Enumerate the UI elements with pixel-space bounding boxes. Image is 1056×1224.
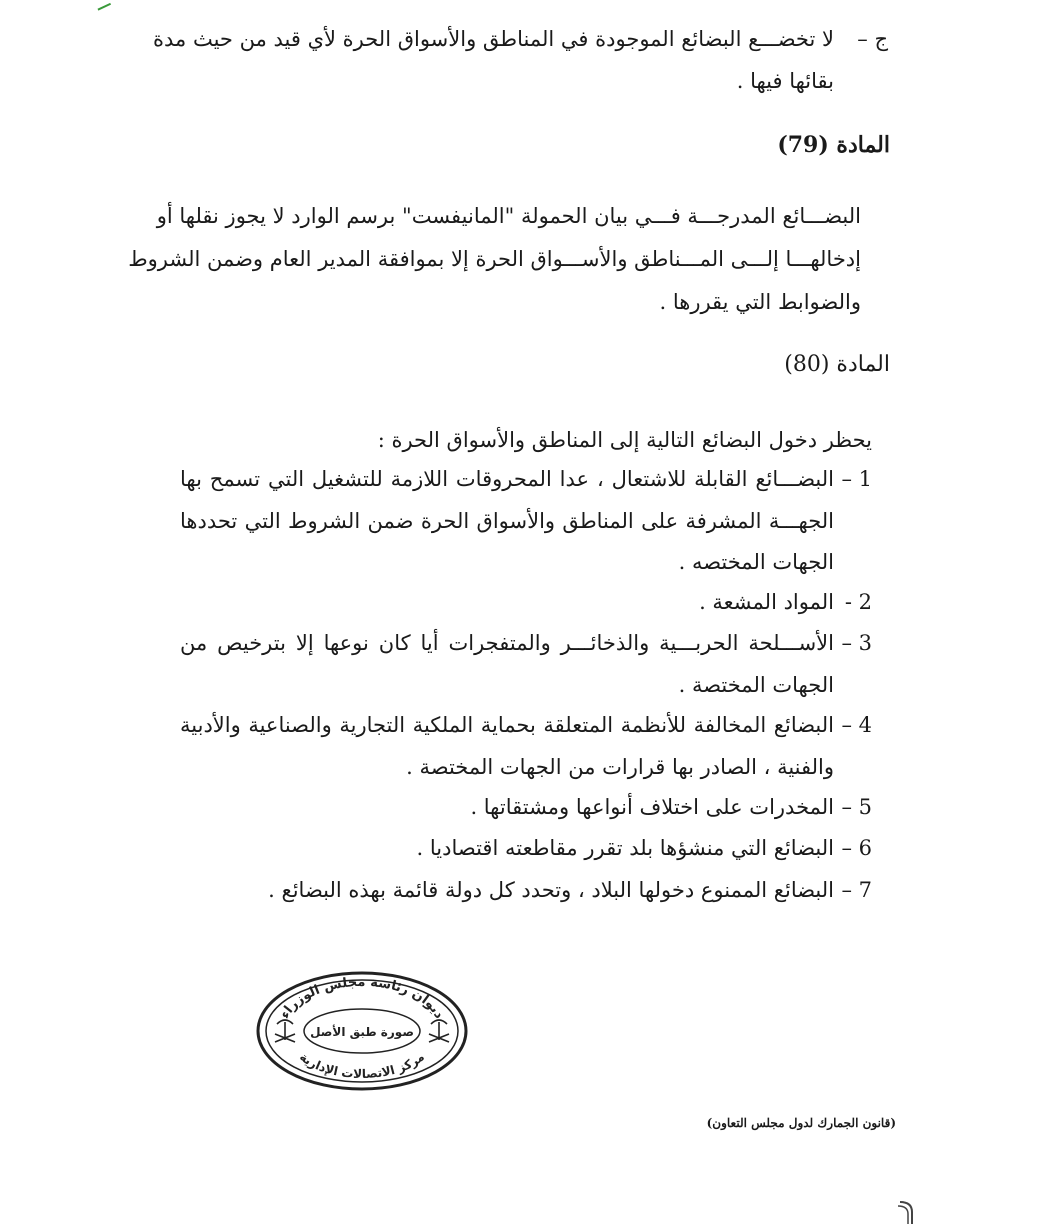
list-item-3-line1: الأســـلحة الحربـــية والذخائـــر والمتفجرات أيا كان نوعها إلا بترخيص من [180, 631, 834, 655]
left-emblem-icon [275, 1020, 295, 1042]
list-item-4-line1: البضائع المخالفة للأنظمة المتعلقة بحماية الملكية التجارية والصناعية والأدبية [180, 713, 834, 737]
article-80-intro: يحظر دخول البضائع التالية إلى المناطق والأسواق الحرة : [377, 428, 872, 452]
list-item-3-line2: الجهات المختصة . [678, 673, 834, 697]
list-item-5-number: 5 – [841, 795, 872, 819]
right-emblem-icon [429, 1020, 449, 1042]
list-item-6-line1: البضائع التي منشؤها بلد تقرر مقاطعته اقتصاديا . [416, 836, 834, 860]
list-item-7-line1: البضائع الممنوع دخولها البلاد ، وتحدد كل دولة قائمة بهذه البضائع . [268, 878, 834, 902]
list-item-1-line1: البضـــائع القابلة للاشتعال ، عدا المحروقات اللازمة للتشغيل التي تسمح بها [180, 467, 834, 491]
article-79-line3: والضوابط التي يقررها . [659, 290, 861, 314]
list-item-5-line1: المخدرات على اختلاف أنواعها ومشتقاتها . [470, 795, 834, 819]
list-item-1-line3: الجهات المختصه . [678, 550, 834, 574]
stamp-middle-text: صورة طبق الأصل [310, 1025, 414, 1039]
list-item-1-line2: الجهـــة المشرفة على المناطق والأسواق الحرة ضمن الشروط التي تحددها [180, 509, 834, 533]
clause-c-line1: لا تخضـــع البضائع الموجودة في المناطق والأسواق الحرة لأي قيد من حيث مدة [153, 27, 834, 51]
list-item-4-number: 4 – [841, 713, 872, 737]
article-79-line2: إدخالهـــا إلـــى المـــناطق والأســـواق الحرة إلا بموافقة المدير العام وضمن الشروط [128, 247, 861, 271]
list-item-2-number: 2 - [844, 590, 872, 614]
list-item-3-number: 3 – [841, 631, 872, 655]
corner-bracket-icon [896, 1198, 916, 1224]
clause-c-line2: بقائها فيها . [736, 69, 834, 93]
article-79-line1: البضـــائع المدرجـــة فـــي بيان الحمولة "المانيفست" برسم الوارد لا يجوز نقلها أو [156, 204, 861, 228]
clause-c-marker: ج – [857, 27, 888, 51]
stamp-bottom-text: مركز الاتصالات الإدارية [297, 1049, 427, 1082]
scan-mark [95, 0, 111, 11]
list-item-2-line1: المواد المشعة . [699, 590, 834, 614]
official-stamp [255, 970, 469, 1092]
article-79-heading: المادة (79) [777, 132, 890, 158]
list-item-6-number: 6 – [841, 836, 872, 860]
document-footer: (قانون الجمارك لدول مجلس التعاون) [706, 1116, 896, 1130]
stamp-top-text: ديوان رئاسة مجلس الوزراء [277, 975, 447, 1022]
list-item-7-number: 7 – [841, 878, 872, 902]
list-item-4-line2: والفنية ، الصادر بها قرارات من الجهات المختصة . [406, 755, 834, 779]
list-item-1-number: 1 – [841, 467, 872, 491]
article-80-heading: المادة (80) [784, 352, 890, 377]
